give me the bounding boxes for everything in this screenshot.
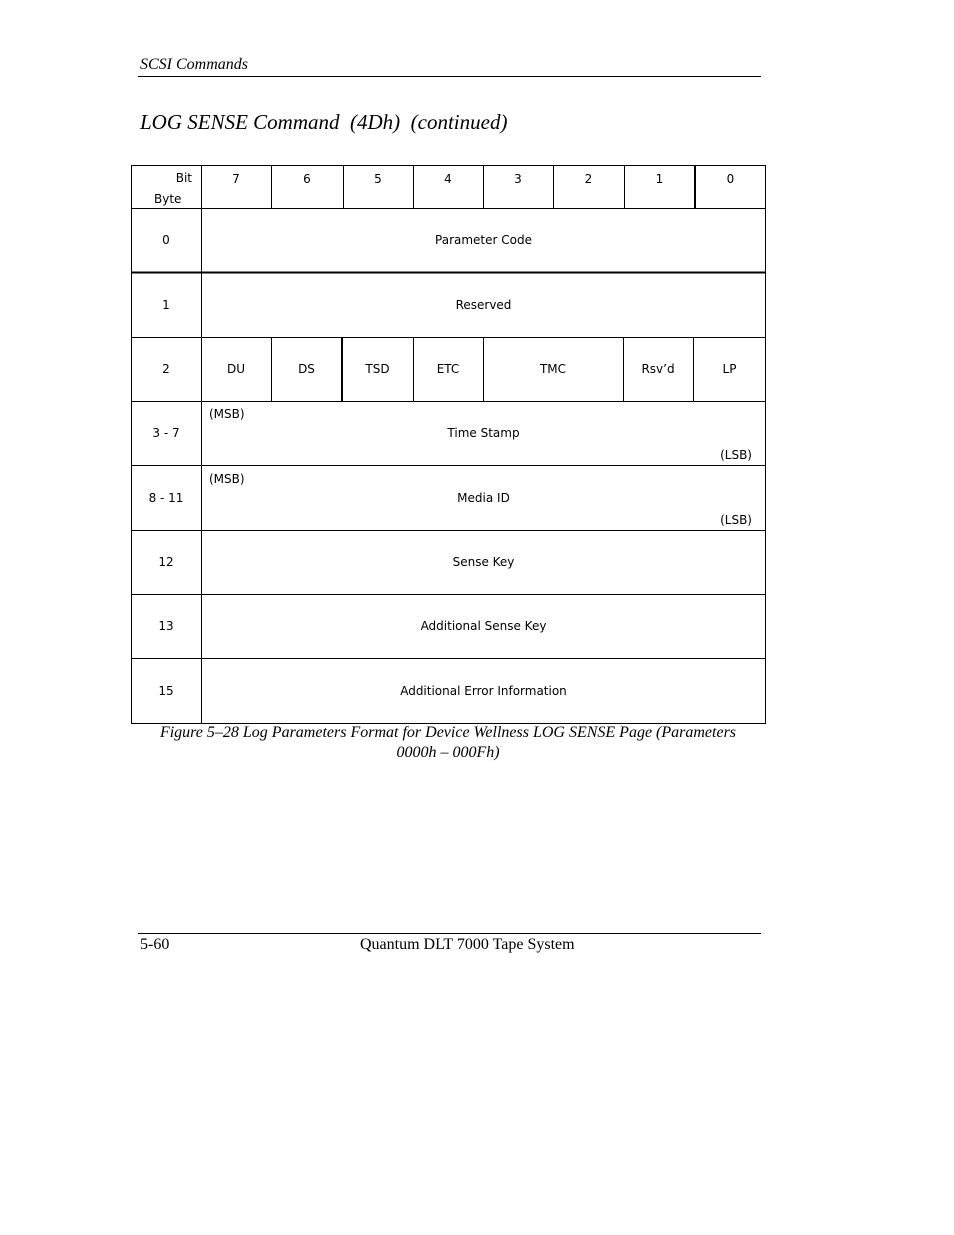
field-media-id-cell <box>201 466 766 530</box>
bit-header-4: 4 <box>444 171 452 186</box>
byte-number: 12 <box>158 555 174 569</box>
field-etc: ETC <box>436 362 460 376</box>
log-parameter-format-table <box>131 165 766 724</box>
bit-header-0: 0 <box>726 171 735 186</box>
lsb-label: (LSB) <box>720 448 752 462</box>
field-parameter-code: Parameter Code <box>435 233 532 247</box>
footer-rule <box>138 933 761 934</box>
byte-number: 15 <box>158 683 174 698</box>
byte-number: 1 <box>162 298 170 312</box>
byte-label: Byte <box>154 192 182 206</box>
field-time-stamp-cell <box>201 401 766 465</box>
field-tsd: TSD <box>365 362 390 376</box>
field-reserved: Reserved <box>455 298 512 312</box>
book-title: Quantum DLT 7000 Tape System <box>360 936 575 953</box>
field-media-id: Media ID <box>457 491 510 505</box>
byte-number: 8 - 11 <box>148 491 184 505</box>
field-additional-error-information: Additional Error Information <box>400 683 567 698</box>
field-ds: DS <box>298 362 315 376</box>
field-lp: LP <box>722 362 737 376</box>
msb-label: (MSB) <box>209 472 245 486</box>
byte-number: 13 <box>158 619 174 633</box>
running-header: SCSI Commands <box>140 56 249 73</box>
byte-number: 2 <box>162 362 170 376</box>
bit-header-1: 1 <box>655 171 664 186</box>
header-rule <box>138 76 761 77</box>
field-time-stamp: Time Stamp <box>447 426 520 440</box>
byte-number: 3 - 7 <box>152 426 180 440</box>
section-title: LOG SENSE Command (4Dh) (continued) <box>140 110 508 134</box>
bit-header-5: 5 <box>374 171 382 186</box>
lsb-label: (LSB) <box>720 513 752 527</box>
bit-header-6: 6 <box>303 171 311 186</box>
field-additional-sense-key: Additional Sense Key <box>420 619 547 633</box>
bit-byte-corner-cell <box>131 165 201 208</box>
bit-header-7: 7 <box>232 171 240 186</box>
figure-caption: Figure 5–28 Log Parameters Format for Device Wellness LOG SENSE Page (Parameters 0000h – 000Fh) <box>159 724 737 761</box>
bit-label: Bit <box>175 171 192 185</box>
page-number: 5-60 <box>140 936 170 953</box>
byte-number: 0 <box>162 233 170 247</box>
bit-header-3: 3 <box>514 171 522 186</box>
field-du: DU <box>226 362 246 376</box>
msb-label: (MSB) <box>209 407 245 421</box>
field-tmc: TMC <box>539 362 567 376</box>
field-sense-key: Sense Key <box>452 555 515 569</box>
field-reserved-bit: Rsv’d <box>641 362 675 376</box>
bit-header-2: 2 <box>584 171 593 186</box>
